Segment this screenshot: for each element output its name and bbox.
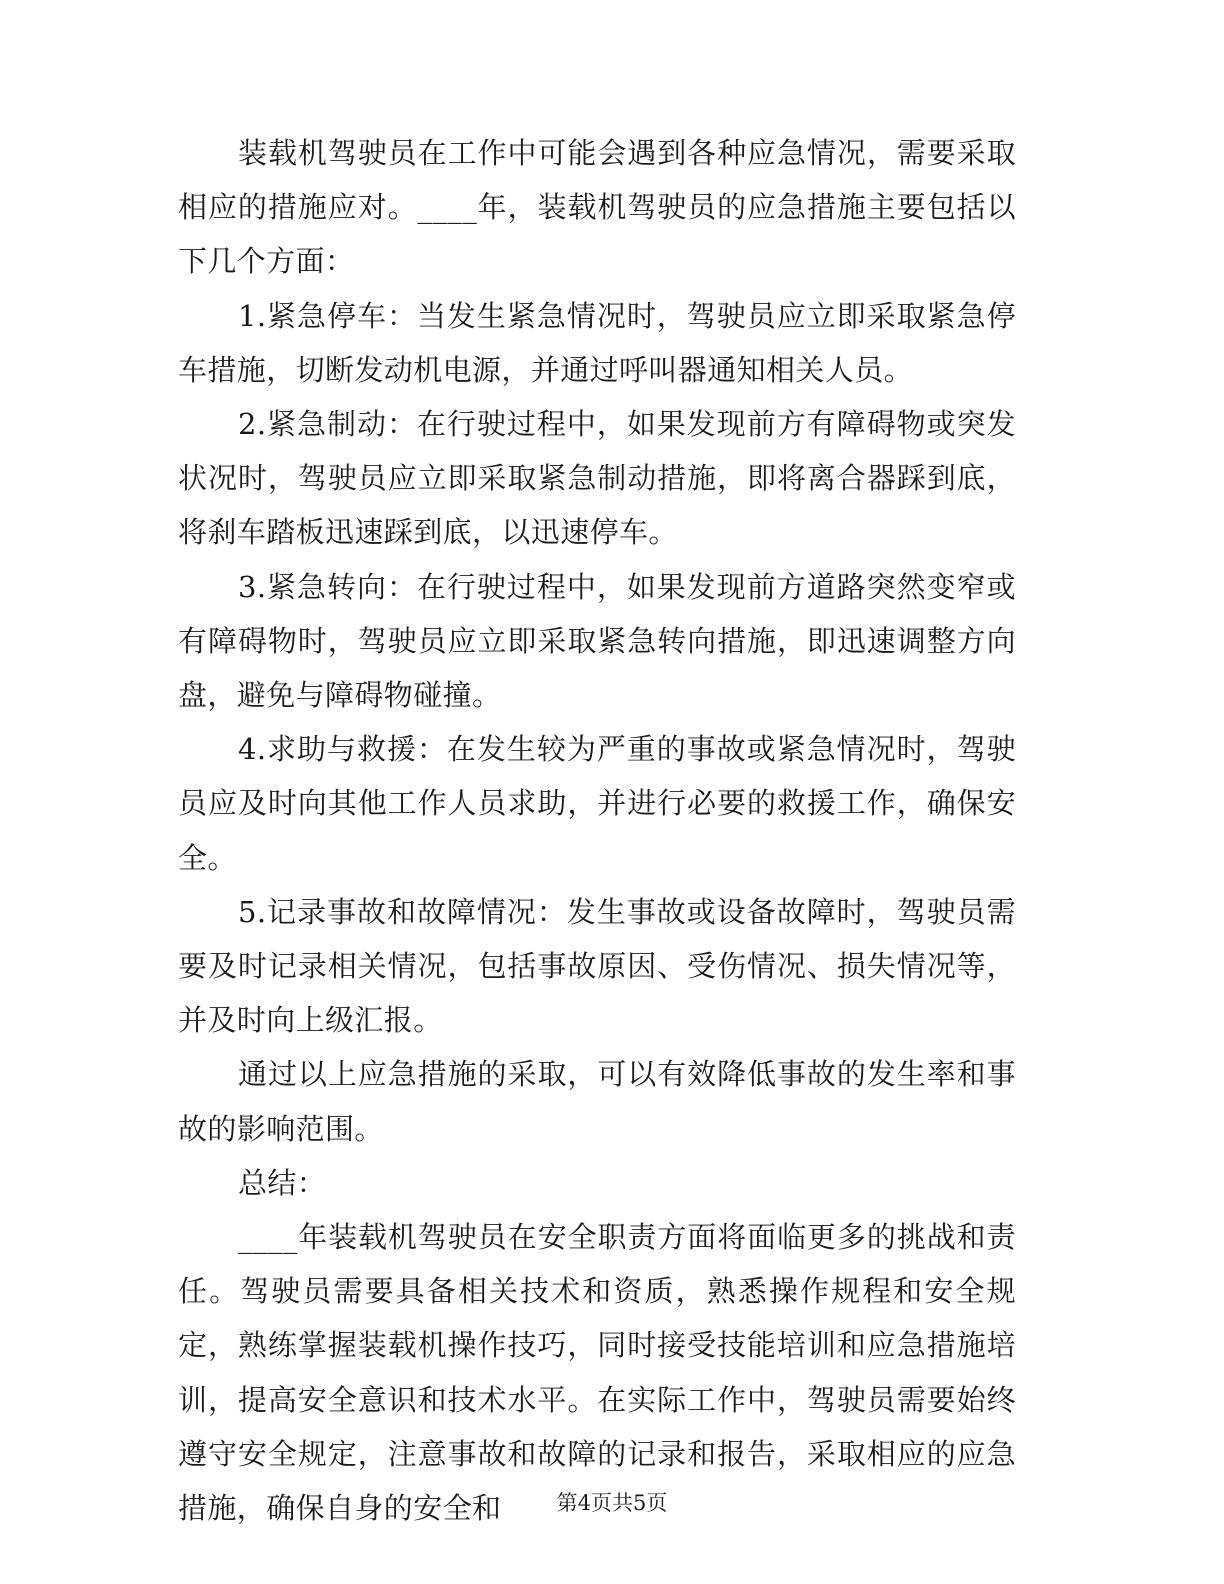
document-body bbox=[178, 126, 1016, 1535]
summary-paragraph: ____年装载机驾驶员在安全职责方面将面临更多的挑战和责任。驾驶员需要具备相关技术和资质，熟悉操作规程和安全规定，熟练掌握装载机操作技巧，同时接受技能培训和应急措施培训，提高安全意识和技术水平。在实际工作中，驾驶员需要始终遵守安全规定，注意事故和故障的记录和报告，采取相应的应急措施，确保自身的安全和 bbox=[178, 1220, 1016, 1526]
page-number-footer: 第4页共5页 bbox=[556, 1491, 668, 1515]
list-item-emergency-steering: 3.紧急转向：在行驶过程中，如果发现前方道路突然变窄或有障碍物时，驾驶员应立即采取紧急转向措施，即迅速调整方向盘，避免与障碍物碰撞。 bbox=[178, 569, 1016, 713]
list-item-emergency-braking: 2.紧急制动：在行驶过程中，如果发现前方有障碍物或突发状况时，驾驶员应立即采取紧急制动措施，即将离合器踩到底，将刹车踏板迅速踩到底，以迅速停车。 bbox=[178, 407, 1016, 550]
list-item-help-and-rescue: 4.求助与救援：在发生较为严重的事故或紧急情况时，驾驶员应及时向其他工作人员求助，并进行必要的救援工作，确保安全。 bbox=[178, 732, 1016, 875]
measures-conclusion-paragraph: 通过以上应急措施的采取，可以有效降低事故的发生率和事故的影响范围。 bbox=[178, 1057, 1016, 1146]
intro-paragraph: 装载机驾驶员在工作中可能会遇到各种应急情况，需要采取相应的措施应对。____年，装载机驾驶员的应急措施主要包括以下几个方面： bbox=[178, 136, 1016, 279]
list-item-emergency-stop: 1.紧急停车：当发生紧急情况时，驾驶员应立即采取紧急停车措施，切断发动机电源，并通过呼叫器通知相关人员。 bbox=[178, 298, 1016, 387]
summary-heading: 总结： bbox=[238, 1165, 327, 1200]
list-item-record-accidents: 5.记录事故和故障情况：发生事故或设备故障时，驾驶员需要及时记录相关情况，包括事故原因、受伤情况、损失情况等，并及时向上级汇报。 bbox=[178, 894, 1016, 1038]
